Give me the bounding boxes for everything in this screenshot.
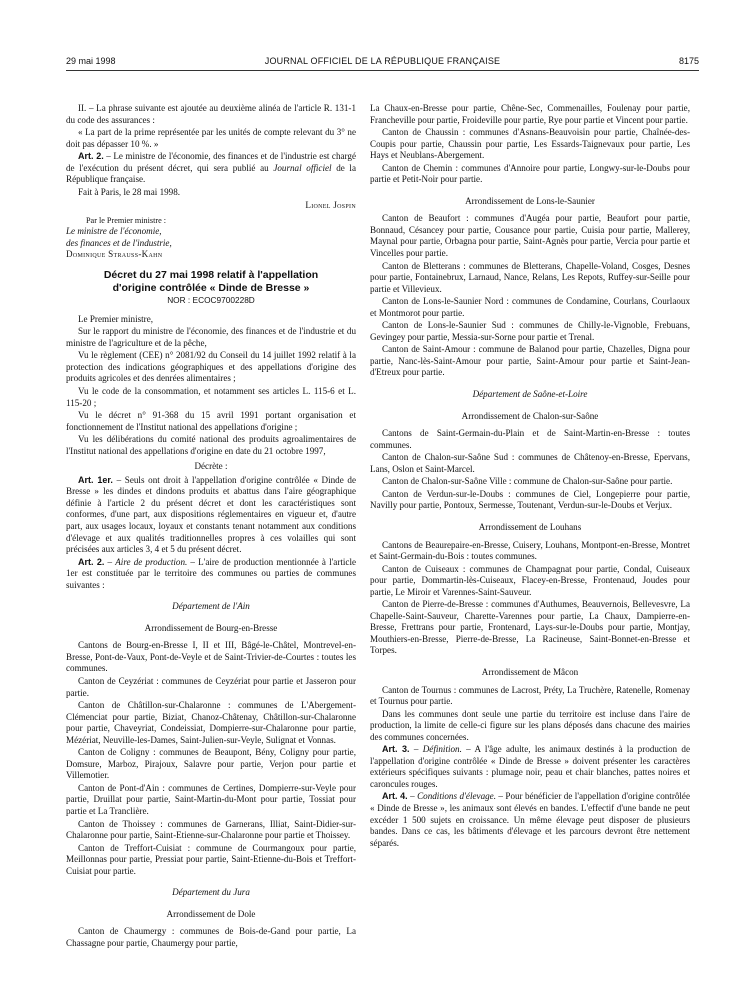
paragraph: Vu le décret n° 91-368 du 15 avril 1991 portant organisation et fonctionnement de l'Institut national des appellations d'origine ;	[66, 410, 356, 432]
paragraph: Le Premier ministre,	[78, 313, 154, 324]
article-4-paragraph: Art. 4. – Conditions d'élevage. – Pour bénéficier de l'appellation d'origine contrôlée « Dinde de Bresse », les animaux sont élevés en bandes. L'effectif d'une bande ne peut excéder 1 500 sujets en croissance. Un même élevage peut disposer de plusieurs bandes. Dans ce cas, les bâtiments d'élevage et les parcours devront être nettement séparés.	[370, 791, 690, 848]
arrondissement-heading: Arrondissement de Mâcon	[481, 666, 579, 677]
paragraph: Sur le rapport du ministre de l'économie, des finances et de l'industrie et du ministre de l'agriculture et de la pêche,	[66, 326, 356, 348]
canton-paragraph: Canton de Chalon-sur-Saône Ville : commune de Chalon-sur-Saône pour partie.	[382, 476, 673, 487]
canton-paragraph: Canton de Lons-le-Saunier Sud : communes de Chilly-le-Vignoble, Frebuans, Gevingey pour partie, Messia-sur-Sorne pour partie et Trenal.	[370, 320, 690, 342]
article-2-paragraph: Art. 2. – Le ministre de l'économie, des finances et de l'industrie est chargé de l'exécution du présent décret, qui sera publié au Journal officiel de la République française.	[66, 151, 356, 185]
department-heading: Département de Saône-et-Loire	[472, 389, 588, 400]
canton-paragraph: Cantons de Beaurepaire-en-Bresse, Cuisery, Louhans, Montpont-en-Bresse, Montret et Saint-Germain-du-Bois : toutes communes.	[370, 539, 690, 562]
article-label: Art. 1er.	[78, 474, 113, 485]
signature-par: Par le Premier ministre :	[86, 215, 167, 225]
paragraph: Vu le code de la consommation, et notamment ses articles L. 115-6 et L. 115-20 ;	[66, 385, 356, 408]
paragraph: Vu les délibérations du comité national des produits agroalimentaires de l'Institut national des appellations d'origine en date du 21 octobre 1997,	[66, 434, 356, 456]
canton-paragraph: Canton de Coligny : communes de Beaupont, Bény, Coligny pour partie, Domsure, Marboz, Pirajoux, Salavre pour partie, Verjon pour partie et Villemotier.	[66, 747, 356, 781]
arrondissement-heading: Arrondissement de Lons-le-Saunier	[465, 195, 595, 206]
canton-paragraph: Canton de Cuiseaux : communes de Champagnat pour partie, Condal, Cuiseaux pour partie, Dommartin-lès-Cuiseaux, Flacey-en-Bresse, Frontenaud, Joudes pour partie, Le Miroir et Varennes-Saint-Sauveur.	[370, 563, 690, 597]
paragraph-continued: La Chaux-en-Bresse pour partie, Chêne-Sec, Commenailles, Foulenay pour partie, Francheville pour partie, Froideville pour partie, Rye pour partie et Vincent pour partie.	[370, 103, 690, 125]
canton-paragraph: Canton de Thoissey : communes de Garnerans, Illiat, Saint-Didier-sur-Chalaronne pour partie, Saint-Etienne-sur-Chalaronne pour partie et Thoissey.	[66, 818, 356, 841]
nor-reference: NOR : ECOC9700228D	[167, 295, 255, 306]
article-label: Art. 2.	[78, 151, 104, 162]
decrete-heading: Décrète :	[194, 461, 228, 472]
header-page-number: 8175	[678, 56, 699, 66]
left-column	[66, 103, 356, 983]
signature-minister-title: des finances et de l'industrie,	[66, 237, 172, 248]
right-column	[370, 103, 690, 983]
decree-title: Décret du 27 mai 1998 relatif à l'appellation d'origine contrôlée « Dinde de Bresse »	[103, 268, 319, 294]
canton-paragraph: Canton de Châtillon-sur-Chalaronne : communes de L'Abergement-Clémenciat pour partie, Biziat, Chanoz-Châtenay, Châtillon-sur-Chalaronne pour partie, Chaveyriat, Condeissiat, Dompierre-sur-Chalaronne pour partie, Mézériat, Neuville-les-Dames, Saint-Julien-sur-Veyle, Sulignat et Vonnas.	[66, 700, 356, 745]
canton-paragraph: Canton de Chaussin : communes d'Asnans-Beauvoisin pour partie, Chaînée-des-Coupis pour partie, Chaussin pour partie, Les Essards-Taignevaux pour partie, Les Hays et Neublans-Abergement.	[370, 127, 690, 161]
canton-paragraph: Canton de Chalon-sur-Saône Sud : communes de Châtenoy-en-Bresse, Epervans, Lans, Oslon et Saint-Marcel.	[370, 452, 690, 474]
signature-minister-name: Dominique Strauss-Kahn	[66, 249, 163, 260]
paragraph: II. – La phrase suivante est ajoutée au deuxième alinéa de l'article R. 131-1 du code des assurances :	[66, 103, 356, 125]
canton-paragraph: Cantons de Bourg-en-Bresse I, II et III, Bâgé-le-Châtel, Montrevel-en-Bresse, Pont-de-Vaux, Pont-de-Veyle et de Saint-Trivier-de-Courtes : toutes les communes.	[66, 640, 356, 674]
department-heading: Département du Jura	[172, 887, 250, 898]
canton-paragraph: Cantons de Saint-Germain-du-Plain et de Saint-Martin-en-Bresse : toutes communes.	[370, 428, 690, 450]
article-3-paragraph: Art. 3. – Définition. – A l'âge adulte, les animaux destinés à la production de l'appellation d'origine contrôlée « Dinde de Bresse » doivent présenter les caractères extérieurs spécifiques suivants : plumage noir, peau et chair blanches, pattes noires et caroncules rouges.	[370, 744, 690, 789]
article-1-paragraph: Art. 1er. – Seuls ont droit à l'appellation d'origine contrôlée « Dinde de Bresse » les dindes et dindons produits et abattus dans l'aire géographique définie à l'article 2 du présent décret et dont les caractéristiques sont conformes, d'une part, aux dispositions réglementaires en vigueur et, d'autre part, aux usages locaux, loyaux et constants tenant notamment aux conditions d'élevage et aux qualités traditionnelles propres à ces volailles qui sont précisées aux articles 3, 4 et 5 du présent décret.	[66, 474, 356, 555]
article-label: Art. 4.	[382, 791, 408, 802]
canton-paragraph: Canton de Saint-Amour : commune de Balanod pour partie, Chazelles, Digna pour partie, Nanc-lès-Saint-Amour pour partie, Saint-Amour pour partie et Saint-Jean-d'Etreux pour partie.	[370, 344, 690, 378]
arrondissement-heading: Arrondissement de Bourg-en-Bresse	[144, 622, 278, 633]
paragraph: Vu le règlement (CEE) n° 2081/92 du Conseil du 14 juillet 1992 relatif à la protection des indications géographiques et des appellations d'origine des produits agricoles et des denrées alimentaires ;	[66, 350, 356, 384]
article-label: Art. 3.	[382, 744, 410, 755]
header-title: JOURNAL OFFICIEL DE LA RÉPUBLIQUE FRANÇAISE	[264, 56, 501, 66]
article-label: Art. 2.	[78, 556, 105, 567]
canton-paragraph: Canton de Tournus : communes de Lacrost, Préty, La Truchère, Ratenelle, Romenay et Tournus pour partie.	[370, 684, 690, 707]
paragraph: « La part de la prime représentée par les unités de compte relevant du 3° ne doit pas dépasser 10 %. »	[66, 127, 356, 149]
canton-paragraph: Canton de Pierre-de-Bresse : communes d'Authumes, Beauvernois, Bellevesvre, La Chapelle-Saint-Sauveur, Charette-Varennes pour partie, La Chaux, Dampierre-en-Bresse, Frettrans pour partie, Frontenard, Lays-sur-le-Doubs pour partie, Montjay, Mouthiers-en-Bresse, Pierre-de-Bresse, La Racineuse, Saint-Bonnet-en-Bresse et Torpes.	[370, 599, 690, 656]
canton-paragraph: Canton de Verdun-sur-le-Doubs : communes de Ciel, Longepierre pour partie, Navilly pour partie, Pontoux, Sermesse, Toutenant, Verdun-sur-le-Doubs et Verjux.	[370, 488, 690, 511]
department-heading: Département de l'Ain	[172, 601, 250, 612]
canton-paragraph: Canton de Chaumergy : communes de Bois-de-Gand pour partie, La Chassagne pour partie, Chaumergy pour partie,	[66, 926, 356, 948]
signature-prime-minister: Lionel Jospin	[305, 200, 356, 211]
arrondissement-heading: Arrondissement de Dole	[166, 908, 256, 919]
paragraph: Dans les communes dont seule une partie du territoire est incluse dans l'aire de production, la limite de celle-ci figure sur les plans déposés dans chacune des mairies des communes concernées.	[370, 708, 690, 742]
canton-paragraph: Canton de Chemin : communes d'Annoire pour partie, Longwy-sur-le-Doubs pour partie et Petit-Noir pour partie.	[370, 162, 690, 185]
canton-paragraph: Canton de Treffort-Cuisiat : commune de Courmangoux pour partie, Meillonnas pour partie, Pressiat pour partie, Saint-Etienne-du-Bois et Treffort-Cuisiat pour partie.	[66, 842, 356, 876]
arrondissement-heading: Arrondissement de Louhans	[478, 521, 582, 532]
canton-paragraph: Canton de Lons-le-Saunier Nord : communes de Condamine, Courlans, Courlaoux et Montmorot pour partie.	[370, 296, 690, 318]
canton-paragraph: Canton de Bletterans : communes de Bletterans, Chapelle-Voland, Cosges, Desnes pour partie, Fontainebrux, Larnaud, Nance, Relans, Les Repots, Ruffey-sur-Seille pour partie et Villevieux.	[370, 260, 690, 294]
canton-paragraph: Canton de Beaufort : communes d'Augéa pour partie, Beaufort pour partie, Bonnaud, Césancey pour partie, Cousance pour partie, Cuisia pour partie, Mallerey, Maynal pour partie, Orbagna pour partie, Saint-Agnès pour partie, Vercia pour partie et Vincelles pour partie.	[370, 213, 690, 259]
article-2-production-paragraph: Art. 2. – Aire de production. – L'aire de production mentionnée à l'article 1er est constituée par le territoire des communes ou parties de communes suivantes :	[66, 556, 356, 590]
header-date: 29 mai 1998	[66, 56, 116, 66]
canton-paragraph: Canton de Pont-d'Ain : communes de Certines, Dompierre-sur-Veyle pour partie, Druillat pour partie, Saint-Martin-du-Mont pour partie, Tossiat pour partie et La Tranclière.	[66, 782, 356, 817]
signature-minister-title: Le ministre de l'économie,	[66, 226, 162, 237]
page-header	[66, 56, 699, 71]
canton-paragraph: Canton de Ceyzériat : communes de Ceyzériat pour partie et Jasseron pour partie.	[66, 676, 356, 698]
arrondissement-heading: Arrondissement de Chalon-sur-Saône	[461, 410, 599, 421]
fait-a-paris: Fait à Paris, le 28 mai 1998.	[78, 186, 181, 197]
